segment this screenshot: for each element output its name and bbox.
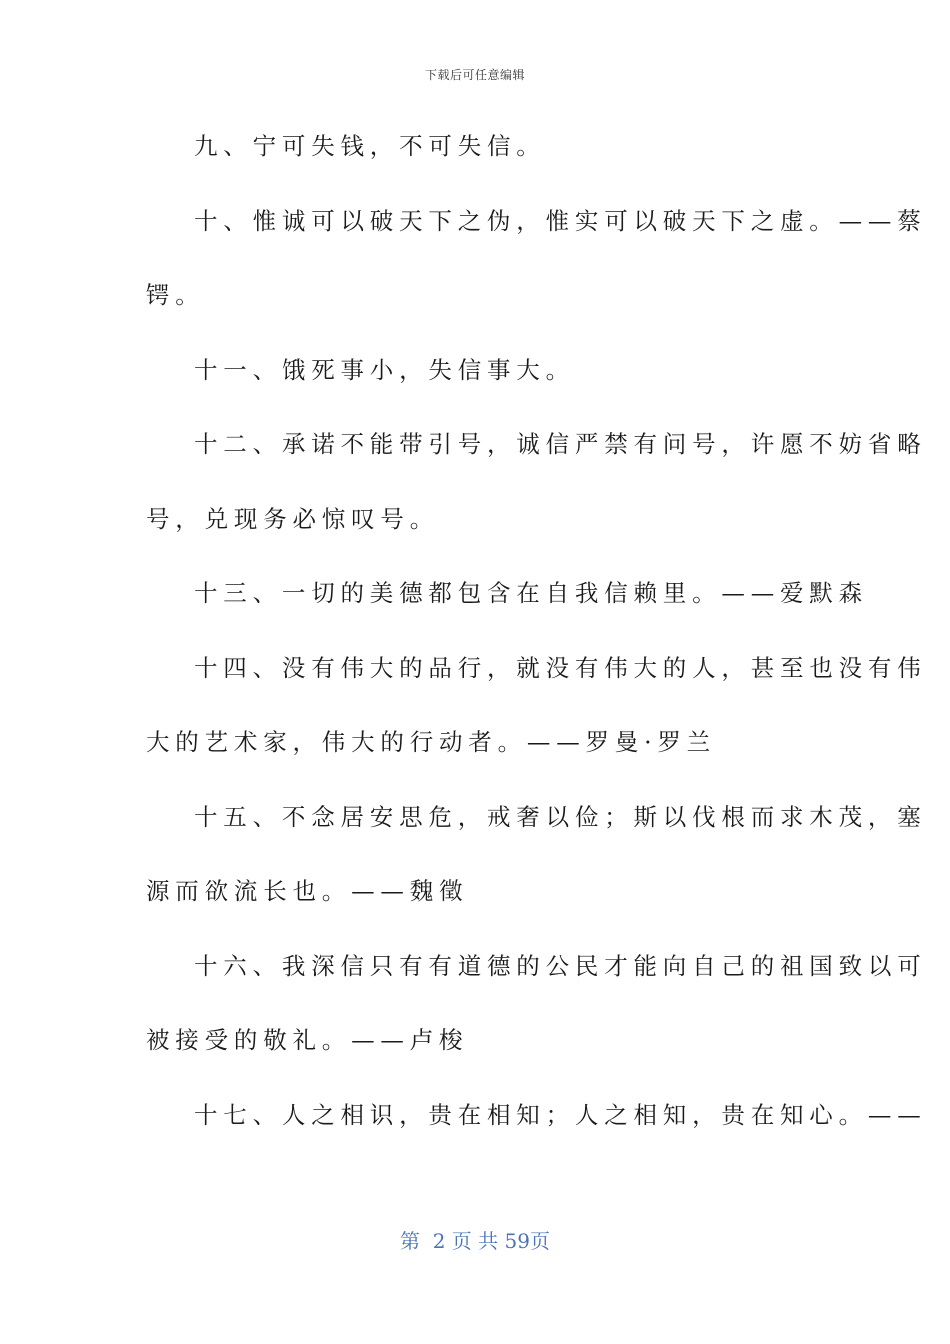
text-line: 十一、饿死事小，失信事大。 <box>194 355 575 384</box>
text-line: 锷。 <box>146 281 205 309</box>
text-line: 九、宁可失钱，不可失信。 <box>194 132 546 160</box>
text-line: 十三、一切的美德都包含在自我信赖里。——爱默森 <box>194 579 868 607</box>
page-header: 下载后可任意编辑 <box>424 68 525 82</box>
text-line: 大的艺术家，伟大的行动者。——罗曼·罗兰 <box>146 728 716 756</box>
text-line: 号，兑现务必惊叹号。 <box>146 504 439 533</box>
text-line: 源而欲流长也。——魏徵 <box>146 877 469 905</box>
text-line: 被接受的敬礼。——卢梭 <box>146 1026 469 1054</box>
document-body <box>146 128 927 1171</box>
text-line: 十二、承诺不能带引号，诚信严禁有问号，许愿不妨省略 <box>194 430 927 458</box>
text-line: 十四、没有伟大的品行，就没有伟大的人，甚至也没有伟 <box>194 653 927 682</box>
text-line: 十五、不念居安思危，戒奢以俭；斯以伐根而求木茂，塞 <box>194 802 927 831</box>
text-line: 十六、我深信只有有道德的公民才能向自己的祖国致以可 <box>194 951 927 980</box>
text-line: 十、惟诚可以破天下之伪，惟实可以破天下之虚。——蔡 <box>194 206 927 235</box>
page-footer: 第 2 页 共 59页 <box>400 1229 550 1253</box>
text-line: 十七、人之相识，贵在相知；人之相知，贵在知心。—— <box>194 1100 927 1129</box>
